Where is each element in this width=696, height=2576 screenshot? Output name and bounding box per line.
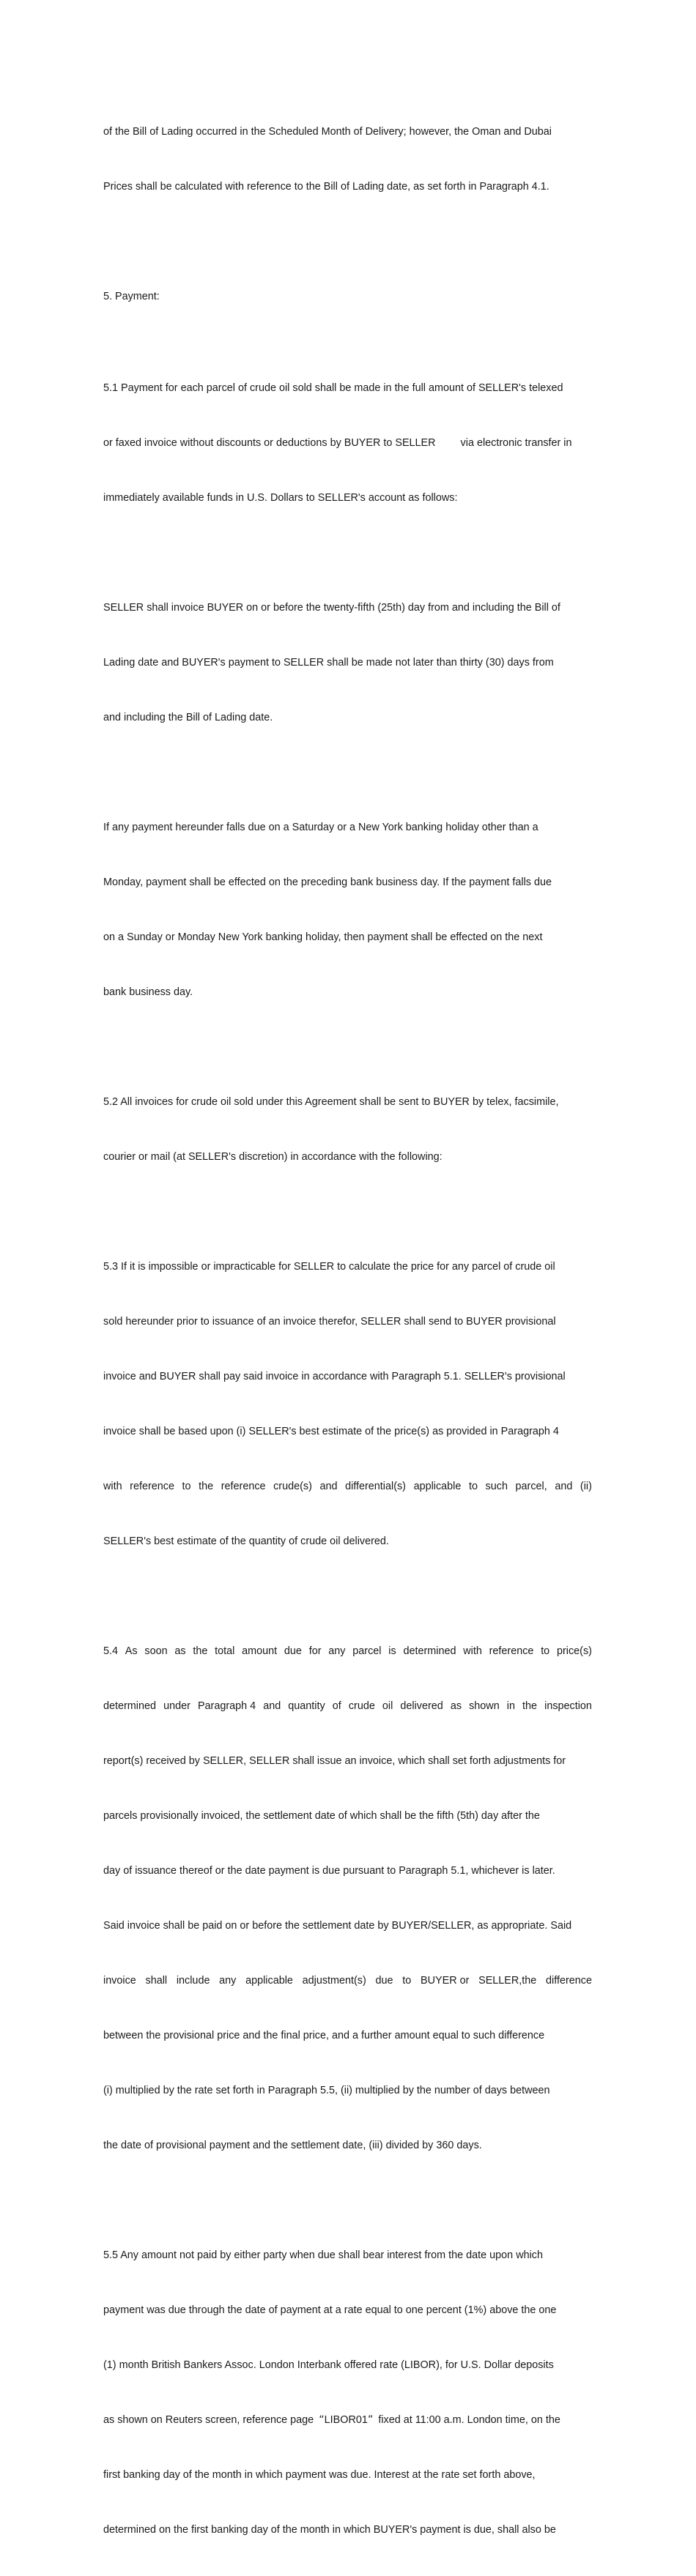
text-word: reference (221, 1481, 266, 1492)
text-word: amount (242, 1645, 278, 1657)
text-line: determined on the first banking day of the month in which BUYER's payment is due, shall also be (103, 2524, 556, 2536)
paragraph-spacer (103, 1203, 592, 1221)
text-word: as (174, 1645, 186, 1657)
paragraph-invoice-timing (103, 562, 592, 764)
text-line-with-quoted-term (103, 2411, 592, 2430)
text-word: due (284, 1645, 302, 1657)
text-line: invoice and BUYER shall pay said invoice in accordance with Paragraph 5.1. SELLER's provisional (103, 1371, 566, 1382)
text-word: As (125, 1645, 138, 1657)
text-word: delivered (400, 1700, 443, 1712)
text-line: report(s) received by SELLER, SELLER shall issue an invoice, which shall set forth adjustments for (103, 1755, 566, 1767)
text-line: day of issuance thereof or the date payment is due pursuant to Paragraph 5.1, whichever is later. (103, 1865, 555, 1877)
open-quote-glyph: “ (319, 2414, 325, 2426)
text-line: Prices shall be calculated with reference to the Bill of Lading date, as set forth in Paragraph 4.1. (103, 181, 549, 193)
text-segment: via electronic transfer in (460, 437, 572, 449)
text-word: differential(s) (345, 1481, 406, 1492)
text-line: between the provisional price and the final price, and a further amount equal to such difference (103, 2030, 545, 2041)
text-word: applicable (245, 1975, 293, 1987)
paragraph-spacer (103, 764, 592, 782)
text-word: Paragraph 4 (197, 1700, 256, 1712)
text-line: invoice shall be based upon (i) SELLER's best estimate of the price(s) as provided in Paragraph 4 (103, 1426, 559, 1437)
document-text-body (103, 86, 592, 2576)
text-word: such (485, 1481, 508, 1492)
paragraph-5-4 (103, 1606, 592, 2192)
text-line: of the Bill of Lading occurred in the Scheduled Month of Delivery; however, the Oman and Dubai (103, 126, 552, 138)
paragraph-5-2 (103, 1057, 592, 1203)
paragraph-banking-holiday (103, 782, 592, 1038)
text-word: crude(s) (273, 1481, 312, 1492)
text-word: difference (546, 1975, 592, 1987)
text-word: reference (130, 1481, 174, 1492)
text-word: to (402, 1975, 412, 1987)
text-line: and including the Bill of Lading date. (103, 712, 273, 723)
text-word: shown (469, 1700, 500, 1712)
text-line-justified (103, 1697, 592, 1716)
paragraph-spacer (103, 544, 592, 562)
text-segment: fixed at 11:00 a.m. London time, on the (378, 2414, 560, 2426)
quoted-reference-page: LIBOR01 (324, 2414, 368, 2426)
text-word: quantity (288, 1700, 325, 1712)
paragraph-spacer (103, 233, 592, 251)
text-word: the (522, 1700, 538, 1712)
text-line: Monday, payment shall be effected on the preceding bank business day. If the payment falls due (103, 876, 552, 888)
text-word: 5.4 (103, 1645, 119, 1657)
paragraph-5-3 (103, 1221, 592, 1587)
text-line-with-blank-field (103, 434, 592, 453)
text-word: applicable (413, 1481, 462, 1492)
text-segment: or faxed invoice without discounts or deductions by BUYER to SELLER (103, 437, 436, 449)
text-word: total (215, 1645, 235, 1657)
text-word: and (263, 1700, 281, 1712)
text-word: inspection (544, 1700, 592, 1712)
paragraph-spacer (103, 1038, 592, 1057)
text-word: determined (103, 1700, 156, 1712)
text-line: on a Sunday or Monday New York banking holiday, then payment shall be effected on the next (103, 931, 543, 943)
text-word: price(s) (556, 1645, 592, 1657)
text-word: the (193, 1645, 208, 1657)
text-segment: as shown on Reuters screen, reference page (103, 2414, 314, 2426)
text-word: for (308, 1645, 322, 1657)
text-line: sold hereunder prior to issuance of an invoice therefor, SELLER shall send to BUYER provisional (103, 1316, 556, 1328)
text-word: invoice (103, 1975, 136, 1987)
text-word: under (163, 1700, 190, 1712)
text-line: SELLER's best estimate of the quantity of crude oil delivered. (103, 1535, 389, 1547)
text-line: (1) month British Bankers Assoc. London Interbank offered rate (LIBOR), for U.S. Dollar deposits (103, 2359, 554, 2371)
text-word: reference (489, 1645, 534, 1657)
text-word: BUYER or (421, 1975, 470, 1987)
paragraph-spacer (103, 1587, 592, 1606)
text-line: parcels provisionally invoiced, the settlement date of which shall be the fifth (5th) day after the (103, 1810, 540, 1822)
text-line-justified (103, 1972, 592, 1990)
paragraph-spacer (103, 2192, 592, 2210)
text-line-justified (103, 1642, 592, 1661)
text-line: If any payment hereunder falls due on a Saturday or a New York banking holiday other than a (103, 822, 538, 833)
text-line: first banking day of the month in which payment was due. Interest at the rate set forth above, (103, 2469, 536, 2481)
text-word: include (176, 1975, 210, 1987)
text-word: any (219, 1975, 237, 1987)
text-line: Said invoice shall be paid on or before the settlement date by BUYER/SELLER, as appropriate. Said (103, 1920, 572, 1932)
text-line: courier or mail (at SELLER's discretion) in accordance with the following: (103, 1151, 443, 1163)
text-word: SELLER,the (478, 1975, 537, 1987)
close-quote-glyph: ” (367, 2414, 374, 2426)
text-word: shall (145, 1975, 168, 1987)
text-word: to (182, 1481, 191, 1492)
paragraph-5-5 (103, 2210, 592, 2576)
text-word: adjustment(s) (302, 1975, 366, 1987)
section-heading-text: 5. Payment: (103, 291, 160, 302)
text-line: bank business day. (103, 986, 193, 998)
text-word: soon (144, 1645, 168, 1657)
text-word: as (450, 1700, 462, 1712)
text-line: payment was due through the date of payment at a rate equal to one percent (1%) above the one (103, 2304, 557, 2316)
text-word: oil (382, 1700, 393, 1712)
text-word: and (319, 1481, 338, 1492)
text-line: 5.1 Payment for each parcel of crude oil sold shall be made in the full amount of SELLER's telexed (103, 382, 563, 394)
text-word: determined (403, 1645, 456, 1657)
text-word: any (328, 1645, 346, 1657)
text-word: with (463, 1645, 482, 1657)
text-line-justified (103, 1478, 592, 1496)
text-word: parcel, (515, 1481, 547, 1492)
text-line: 5.3 If it is impossible or impracticable for SELLER to calculate the price for any parcel of crude oil (103, 1261, 555, 1273)
text-word: the (199, 1481, 214, 1492)
text-line: 5.5 Any amount not paid by either party when due shall bear interest from the date upon which (103, 2249, 543, 2261)
text-word: in (506, 1700, 515, 1712)
paragraph-5-1 (103, 343, 592, 544)
text-word: of (332, 1700, 341, 1712)
text-word: to (468, 1481, 478, 1492)
paragraph-carryover (103, 86, 592, 233)
text-line: (i) multiplied by the rate set forth in Paragraph 5.5, (ii) multiplied by the number of days between (103, 2085, 550, 2096)
text-line: Lading date and BUYER's payment to SELLER shall be made not later than thirty (30) days from (103, 657, 554, 669)
text-word: crude (348, 1700, 375, 1712)
text-word: due (375, 1975, 393, 1987)
text-word: parcel (352, 1645, 382, 1657)
text-word: and (555, 1481, 573, 1492)
text-line: SELLER shall invoice BUYER on or before the twenty-fifth (25th) day from and including the Bill of (103, 602, 560, 614)
text-word: to (541, 1645, 550, 1657)
text-line: the date of provisional payment and the settlement date, (iii) divided by 360 days. (103, 2140, 482, 2151)
text-line: 5.2 All invoices for crude oil sold under this Agreement shall be sent to BUYER by telex, facsimile, (103, 1096, 559, 1108)
text-word: is (388, 1645, 396, 1657)
heading-section-5 (103, 251, 592, 343)
text-word: with (103, 1481, 122, 1492)
text-line: immediately available funds in U.S. Dollars to SELLER's account as follows: (103, 492, 458, 504)
text-word: (ii) (580, 1481, 592, 1492)
